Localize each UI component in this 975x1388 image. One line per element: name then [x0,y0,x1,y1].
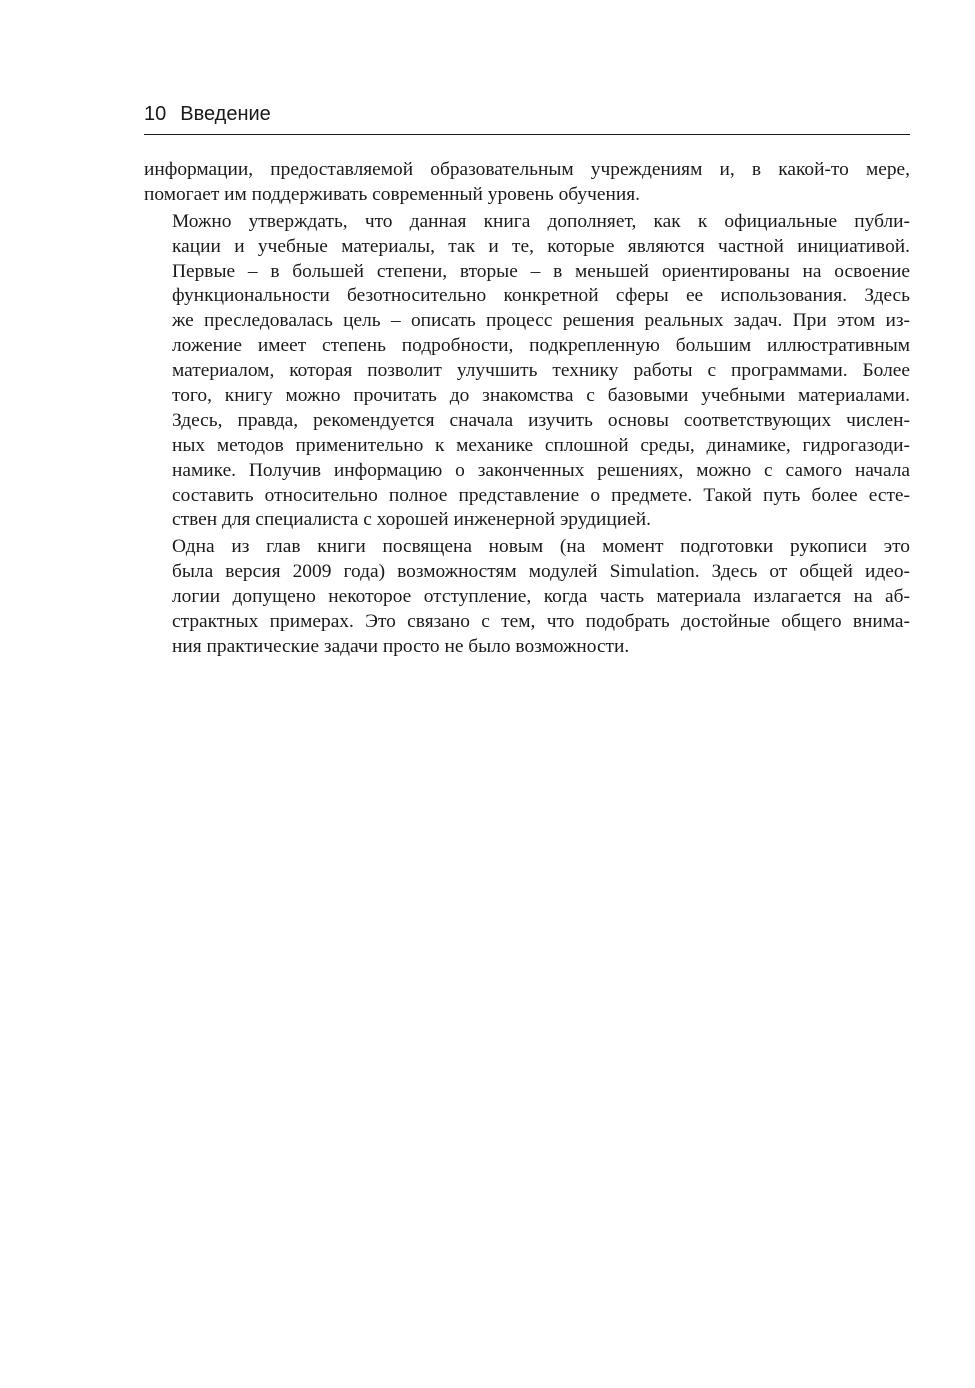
text-line: намике. Получив информацию о законченных решениях, можно с самого начала [172,459,910,481]
text-line: ных методов применительно к механике сплошной среды, динамике, гидрогазоди- [172,434,910,456]
page-number: 10 [144,103,167,125]
text-line: материалом, которая позволит улучшить технику работы с программами. Более [172,360,910,382]
text-line: функциональности безотносительно конкретной сферы ее использования. Здесь [172,285,910,307]
paragraph [144,210,910,534]
text-line: ния практические задачи просто не было возможности. [172,635,630,657]
text-line: Одна из глав книги посвящена новым (на момент подготовки рукописи это [172,536,910,558]
body-text [144,158,910,660]
text-line: же преследовалась цель – описать процесс решения реальных задач. При этом из- [172,310,910,332]
text-line: ствен для специалиста с хорошей инженерной эрудицией. [172,509,652,531]
text-line: Первые – в большей степени, вторые – в меньшей ориентированы на освоение [172,260,910,282]
text-line: информации, предоставляемой образовательным учреждениям и, в какой-то мере, [144,159,910,180]
text-line: ложение имеет степень подробности, подкрепленную большим иллюстративным [172,335,910,357]
paragraph [144,535,910,659]
text-line: была версия 2009 года) возможностям модулей Simulation. Здесь от общей идео- [172,561,910,583]
paragraph [144,158,910,208]
text-line: кации и учебные материалы, так и те, которые являются частной инициативой. [172,235,910,257]
text-line: того, книгу можно прочитать до знакомства с базовыми учебными материалами. [172,385,910,407]
running-head [144,101,910,127]
text-line: Здесь, правда, рекомендуется сначала изучить основы соответствующих числен- [172,409,910,431]
section-title: Введение [180,103,271,125]
text-line: составить относительно полное представление о предмете. Такой путь более есте- [172,484,910,506]
text-line: страктных примерах. Это связано с тем, что подобрать достойные общего внима- [172,611,910,633]
text-line: помогает им поддерживать современный уровень обучения. [144,183,640,205]
text-line: логии допущено некоторое отступление, когда часть материала излагается на аб- [172,586,910,608]
text-line: Можно утверждать, что данная книга дополняет, как к официальные публи- [172,210,910,232]
header-rule [144,134,910,135]
